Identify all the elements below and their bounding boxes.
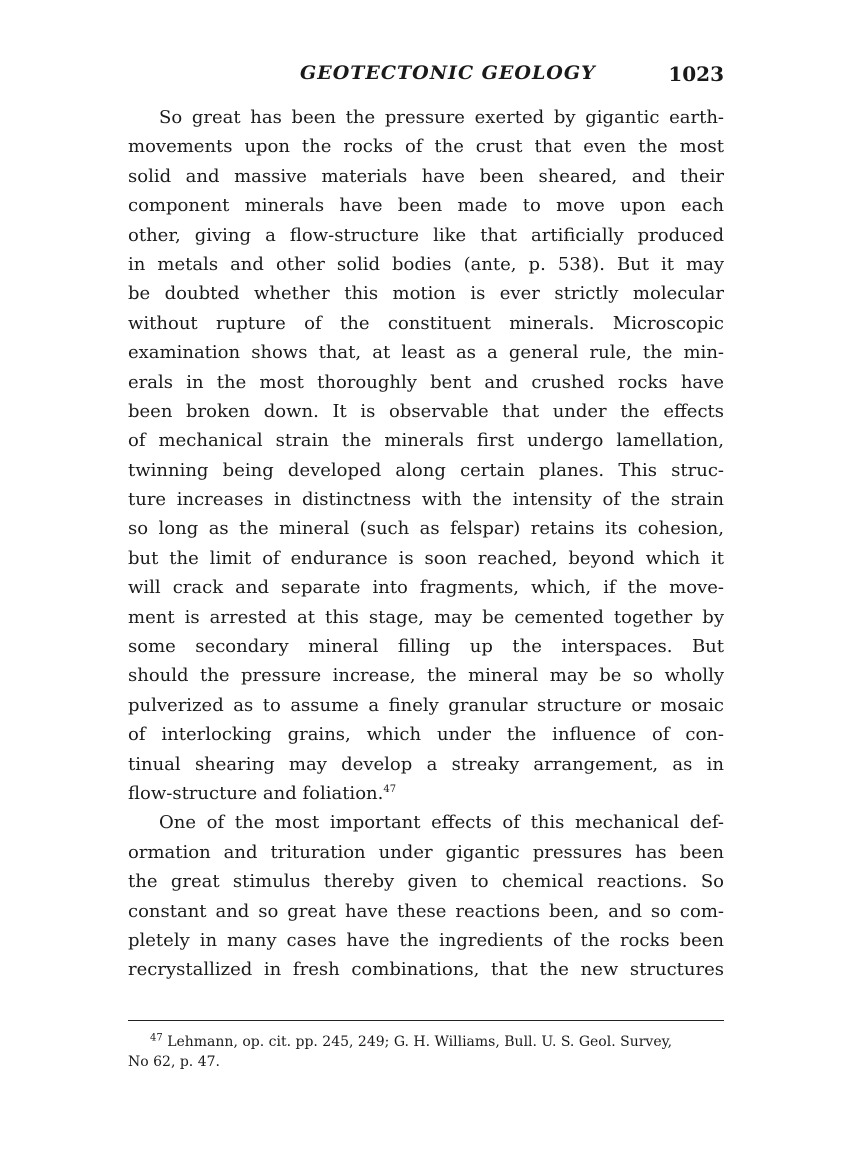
text-line: twinning being developed along certain planes. This struc- [128,459,724,481]
text-line: ture increases in distinctness with the intensity of the strain [128,489,724,511]
text-line: of mechanical strain the minerals first undergo lamellation, [128,430,724,452]
text-line: One of the most important effects of this mechanical def- [159,812,724,834]
footnotes [128,1032,724,1072]
body-text [128,103,724,985]
footnote-reference: 47 [383,783,397,795]
running-title: GEOTECTONIC GEOLOGY [300,62,596,84]
footnote-text: Lehmann, op. cit. pp. 245, 249; G. H. Williams, Bull. U. S. Geol. Survey, [167,1034,673,1050]
text-line: other, giving a flow-structure like that artificially produced [128,224,724,246]
page-number: 1023 [668,62,724,86]
text-line: be doubted whether this motion is ever strictly molecular [128,283,724,305]
text-line: some secondary mineral filling up the interspaces. But [128,636,724,658]
text-line: been broken down. It is observable that under the effects [128,400,724,422]
text-line: erals in the most thoroughly bent and crushed rocks have [128,371,724,393]
footnote-line [128,1032,724,1052]
text-line: so long as the mineral (such as felspar) retains its cohesion, [128,518,724,540]
text-line: should the pressure increase, the mineral may be so wholly [128,665,724,687]
text-line: tinual shearing may develop a streaky arrangement, as in [128,753,724,775]
text-line: in metals and other solid bodies (ante, p. 538). But it may [128,253,724,275]
text-line: movements upon the rocks of the crust that even the most [128,136,724,158]
text-line: of interlocking grains, which under the influence of con- [128,724,724,746]
text-line-last [128,779,724,808]
text-line: So great has been the pressure exerted by gigantic earth- [159,107,724,128]
paragraph [128,808,724,984]
running-head [128,62,724,92]
paragraph [128,103,724,808]
text-line: component minerals have been made to move upon each [128,195,724,217]
text-line: constant and so great have these reactions been, and so com- [128,900,724,922]
text-line: ment is arrested at this stage, may be cemented together by [128,606,724,628]
text-line-content: flow-structure and foliation. [128,782,384,804]
text-line: will crack and separate into fragments, which, if the move- [128,577,724,599]
text-line: but the limit of endurance is soon reached, beyond which it [128,547,724,569]
text-line: examination shows that, at least as a general rule, the min- [128,342,724,364]
text-line: recrystallized in fresh combinations, that the new structures [128,959,724,981]
text-line: solid and massive materials have been sheared, and their [128,165,724,187]
text-line: pletely in many cases have the ingredients of the rocks been [128,929,724,951]
footnote-marker: 47 [150,1032,163,1044]
text-line: the great stimulus thereby given to chemical reactions. So [128,871,724,893]
text-line: pulverized as to assume a finely granular structure or mosaic [128,694,724,716]
footnote-divider [128,1020,724,1021]
footnote-line-continued: No 62, p. 47. [128,1054,220,1070]
text-line: without rupture of the constituent minerals. Microscopic [128,312,724,334]
text-line: ormation and trituration under gigantic pressures has been [128,841,724,863]
